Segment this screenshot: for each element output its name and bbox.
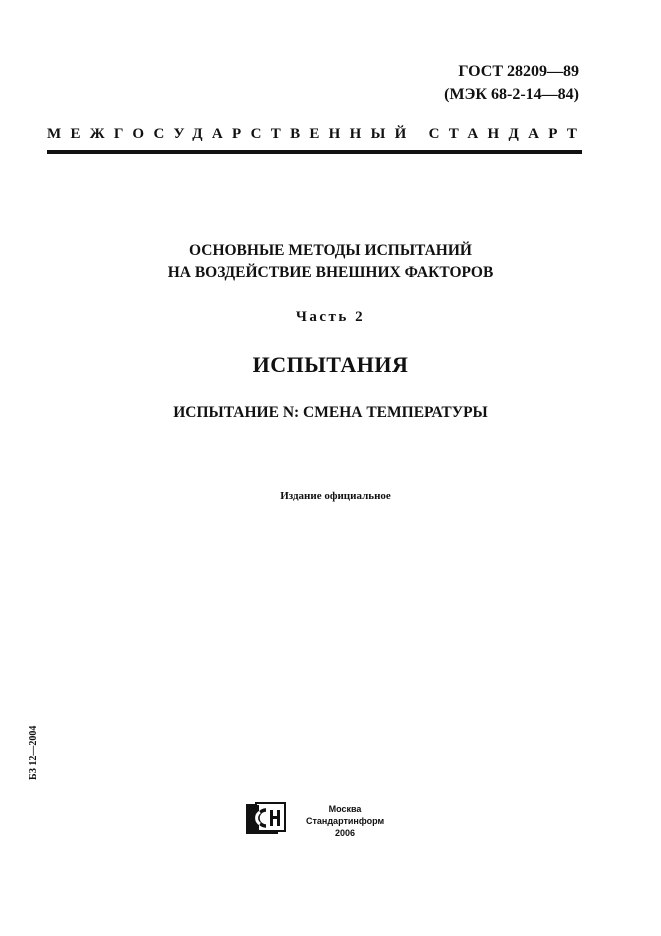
edition-label: Издание официальное xyxy=(280,490,391,502)
standard-type: МЕЖГОСУДАРСТВЕННЫЙ СТАНДАРТ xyxy=(47,126,587,142)
publisher-name: Стандартинформ xyxy=(306,816,385,826)
publisher-block xyxy=(306,803,384,839)
publisher-year: 2006 xyxy=(334,828,356,838)
document-title xyxy=(0,240,661,284)
iec-number: (МЭК 68-2-14—84) xyxy=(444,86,579,103)
publisher-city: Москва xyxy=(328,804,362,814)
gost-number: ГОСТ 28209—89 xyxy=(458,63,579,80)
header-divider xyxy=(47,150,582,154)
document-number xyxy=(444,60,579,106)
title-line-2: НА ВОЗДЕЙСТВИЕ ВНЕШНИХ ФАКТОРОВ xyxy=(167,264,494,281)
standartinform-logo-icon xyxy=(246,802,286,836)
subtitle: ИСПЫТАНИЕ N: СМЕНА ТЕМПЕРАТУРЫ xyxy=(173,404,488,421)
part-number: Часть 2 xyxy=(295,309,366,325)
main-title: ИСПЫТАНИЯ xyxy=(252,352,409,377)
side-note: БЗ 12—2004 xyxy=(28,725,39,780)
title-line-1: ОСНОВНЫЕ МЕТОДЫ ИСПЫТАНИЙ xyxy=(189,242,472,259)
